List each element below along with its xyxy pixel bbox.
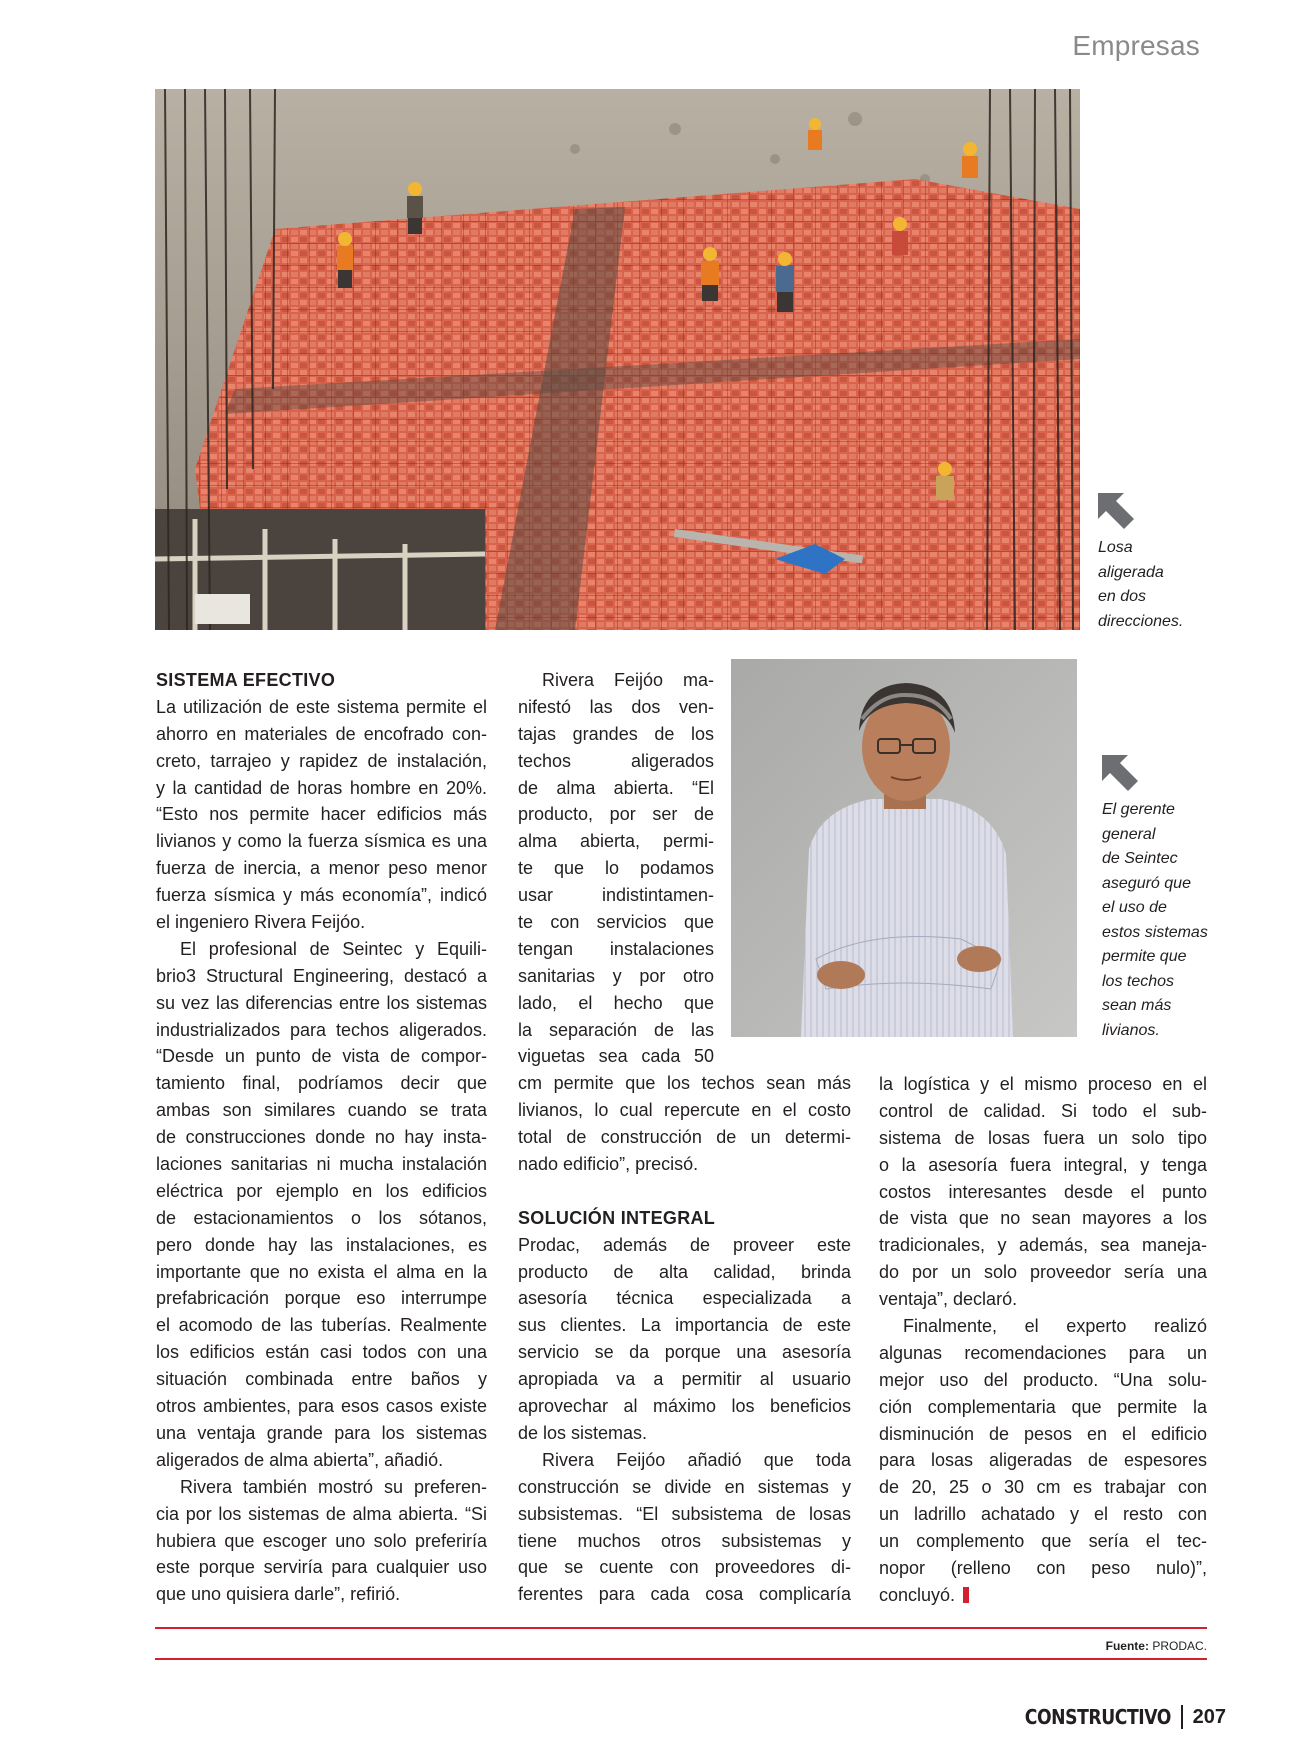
source-value: PRODAC. (1152, 1639, 1207, 1653)
column-2 (518, 667, 851, 1608)
text-line: aligerados de alma abierta”, añadió. (156, 1449, 444, 1470)
column-1 (156, 667, 487, 1608)
text-line: el ingeniero Rivera Feijóo. (156, 912, 366, 933)
text-line: producto de alta calidad, brinda (518, 1261, 851, 1282)
text-line: cia por los sistemas de alma abierta. “Si (156, 1503, 487, 1524)
text-line: La utilización de este sistema permite el (156, 696, 487, 717)
text-line: nifestó las dos ven- (518, 696, 714, 717)
text-line: sistema de losas fuera un solo tipo (879, 1127, 1207, 1148)
text-line: ahorro en materiales de encofrado con- (156, 723, 487, 744)
end-mark (963, 1587, 969, 1603)
text-line: y la cantidad de horas hombre en 20%. (156, 777, 487, 798)
text-line: un complemento que sería el tec- (879, 1531, 1207, 1552)
text-line: producto, por ser de (518, 804, 714, 825)
text-line: El profesional de Seintec y Equili- (180, 938, 487, 959)
text-line: este porque serviría para cualquier uso (156, 1557, 487, 1578)
text-line: de estacionamientos o los sótanos, (156, 1207, 487, 1228)
text-line: ferentes para cada cosa complicaría (518, 1584, 851, 1605)
text-line: hubiera que escoger uno solo preferiría (156, 1530, 487, 1551)
text-line: lado, el hecho que (518, 992, 714, 1013)
text-line: prefabricación porque eso interrumpe (156, 1288, 487, 1309)
section-heading: SISTEMA EFECTIVO (156, 670, 336, 690)
text-line: un ladrillo achatado y el resto con (879, 1504, 1207, 1525)
text-line: nopor (relleno con peso nulo)”, (879, 1558, 1207, 1579)
text-line: la logística y el mismo proceso en el (879, 1074, 1207, 1094)
text-line: importante que no exista el alma en la (156, 1261, 487, 1282)
text-line: ventaja”, declaró. (879, 1289, 1018, 1310)
page-folio (1001, 1705, 1226, 1729)
slab-construction-photo (155, 89, 1080, 630)
column-3 (879, 1071, 1207, 1609)
text-line: asesoría técnica especializada a (518, 1288, 851, 1309)
text-line: industrializados para techos aligerados. (156, 1019, 487, 1040)
divider-top (155, 1627, 1207, 1629)
text-line: tamiento final, podríamos decir que (156, 1073, 487, 1094)
text-line: su vez las diferencias entre los sistemas (156, 992, 487, 1013)
text-line: control de calidad. Si todo el sub- (879, 1100, 1207, 1121)
text-line: fuerza de inercia, a menor peso menor (156, 858, 487, 879)
source-label: Fuente: (1105, 1639, 1149, 1653)
text-line: tajas grandes de los (518, 723, 714, 744)
text-line: tiene muchos otros subsistemas y (518, 1530, 851, 1551)
text-line: techos aligerados (518, 750, 714, 771)
arrow-up-left-icon (1102, 755, 1138, 791)
text-line: de los sistemas. (518, 1422, 648, 1443)
folio-separator (1181, 1705, 1183, 1729)
divider-bottom (155, 1658, 1207, 1660)
text-line: pero donde hay las instalaciones, es (156, 1234, 487, 1255)
text-line: disminución de pesos en el edificio (879, 1423, 1207, 1444)
text-line: ambas son similares cuando se trata (156, 1100, 487, 1121)
text-line: de vista que no sean mayores a los (879, 1208, 1207, 1229)
text-line: el acomodo de las tuberías. Realmente (156, 1315, 487, 1336)
text-line: do por un solo proveedor sería una (879, 1262, 1207, 1283)
paragraph-gap (518, 1178, 851, 1205)
section-heading: SOLUCIÓN INTEGRAL (518, 1207, 716, 1228)
portrait-photo-caption: El gerente general de Seintec aseguró que el uso de estos sistemas permite que los techos sean más livianos. (1102, 801, 1208, 1039)
text-line: apropiada va a permitir al usuario (518, 1369, 851, 1390)
text-line: tengan instalaciones (518, 938, 714, 959)
text-line: situación combinada entre baños y (156, 1369, 487, 1390)
text-line: Finalmente, el experto realizó (903, 1316, 1207, 1337)
text-line: servicio se da porque una asesoría (518, 1342, 851, 1363)
closing-text: concluyó. (879, 1584, 956, 1605)
text-line: fuerza sísmica y más economía”, indicó (156, 885, 487, 906)
text-line: creto, tarrajeo y rapidez de instalación, (156, 750, 487, 771)
text-line: Rivera Feijóo añadió que toda (542, 1449, 851, 1470)
text-line: subsistemas. “El subsistema de losas (518, 1503, 851, 1524)
text-line: ción complementaria que permite la (879, 1396, 1207, 1417)
text-line: tradicionales, y además, sea maneja- (879, 1235, 1207, 1256)
text-line: sanitarias y por otro (518, 965, 714, 986)
page-number: 207 (1192, 1705, 1226, 1728)
text-line: laciones sanitarias ni mucha instalación (156, 1154, 487, 1175)
text-line: algunas recomendaciones para un (879, 1342, 1207, 1363)
text-line: la separación de las (518, 1019, 714, 1040)
text-line: para losas aligeradas de espesores (879, 1450, 1207, 1471)
text-line: de alma abierta. “El (518, 777, 714, 798)
text-line: una ventaja grande para los sistemas (156, 1422, 487, 1443)
text-line: alma abierta, permi- (518, 831, 714, 852)
text-line: viguetas sea cada 50 (518, 1046, 714, 1067)
text-line: cm permite que los techos sean más (518, 1073, 851, 1094)
text-line: mejor uso del producto. “Una solu- (879, 1369, 1207, 1390)
text-line: “Desde un punto de vista de compor- (156, 1046, 487, 1067)
text-line: livianos y como la fuerza sísmica es una (156, 831, 487, 852)
text-line: construcción se divide en sistemas y (518, 1476, 851, 1497)
text-line: que se cuente con proveedores di- (518, 1557, 851, 1578)
text-line: o la asesoría fuera integral, y tenga (879, 1154, 1207, 1175)
text-line: Prodac, además de proveer este (518, 1234, 851, 1255)
text-line: de 20, 25 o 30 cm es trabajar con (879, 1477, 1207, 1498)
text-line: aprovechar al máximo los beneficios (518, 1396, 851, 1417)
section-label: Empresas (1072, 30, 1200, 61)
text-line: eléctrica por ejemplo en los edificios (156, 1180, 487, 1201)
text-line: sus clientes. La importancia de este (518, 1315, 851, 1336)
text-line: total de construcción de un determi- (518, 1127, 851, 1148)
text-line: de construcciones donde no hay insta- (156, 1127, 487, 1148)
magazine-name: CONSTRUCTIVO (1024, 1705, 1171, 1729)
arrow-up-left-icon (1098, 493, 1134, 529)
text-line: nado edificio”, precisó. (518, 1154, 699, 1175)
text-line (879, 1582, 1207, 1609)
text-line: brio3 Structural Engineering, destacó a (156, 965, 487, 986)
text-line: te con servicios que (518, 912, 714, 933)
text-line: costos interesantes desde el punto (879, 1181, 1207, 1202)
text-line: otros ambientes, para esos casos existe (156, 1396, 487, 1417)
text-line: te que lo podamos (518, 858, 714, 879)
text-line: livianos, lo cual repercute en el costo (518, 1100, 851, 1121)
text-line: “Esto nos permite hacer edificios más (156, 804, 487, 825)
text-line: los edificios están casi todos con una (156, 1342, 487, 1363)
text-line: Rivera Feijóo ma- (542, 670, 714, 690)
text-line: que uno quisiera darle”, refirió. (156, 1584, 401, 1605)
source-credit (1106, 1639, 1207, 1653)
text-line: Rivera también mostró su preferen- (180, 1476, 487, 1497)
slab-photo-caption: Losa aligerada en dos direcciones. (1098, 539, 1184, 630)
text-line: usar indistintamen- (518, 885, 714, 906)
